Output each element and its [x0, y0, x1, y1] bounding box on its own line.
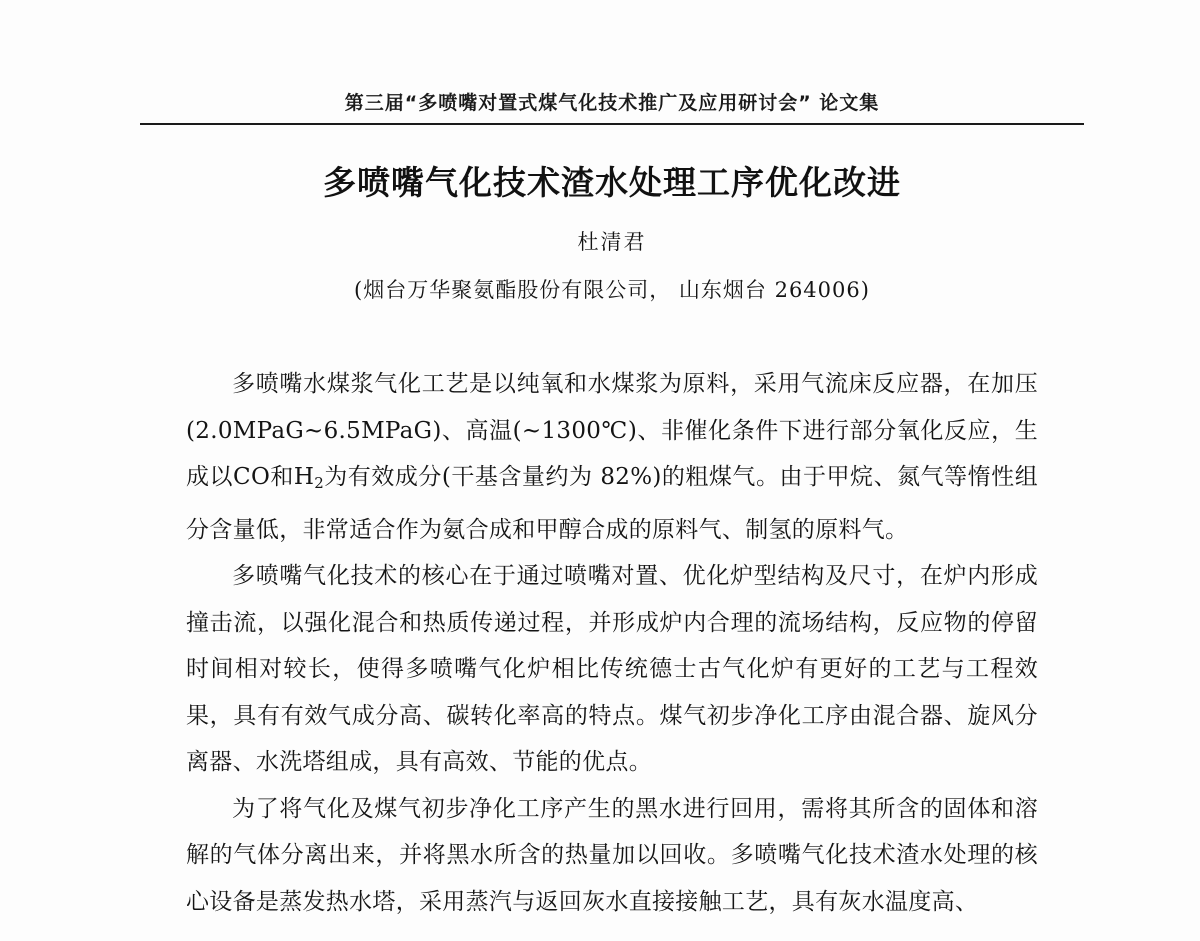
- paragraph-2: 多喷嘴气化技术的核心在于通过喷嘴对置、优化炉型结构及尺寸，在炉内形成撞击流，以强化混合和热质传递过程，并形成炉内合理的流场结构，反应物的停留时间相对较长，使得多喷嘴气化炉相比传统德士古气化炉有更好的工艺与工程效果，具有有效气成分高、碳转化率高的特点。煤气初步净化工序由混合器、旋风分离器、水洗塔组成，具有高效、节能的优点。: [186, 563, 1038, 775]
- article-body: [186, 361, 1038, 925]
- running-header: 第三届“多喷嘴对置式煤气化技术推广及应用研讨会” 论文集: [344, 92, 880, 114]
- subscript-2: 2: [314, 474, 325, 492]
- author-affiliation: (烟台万华聚氨酯股份有限公司， 山东烟台 264006): [354, 278, 870, 302]
- paragraph-3: 为了将气化及煤气初步净化工序产生的黑水进行回用，需将其所含的固体和溶解的气体分离出来，并将黑水所含的热量加以回收。多喷嘴气化技术渣水处理的核心设备是蒸发热水塔，采用蒸汽与返回灰水直接接触工艺，具有灰水温度高、: [186, 795, 1038, 915]
- paragraph-1: [186, 361, 1038, 553]
- paragraph-1-part-a: 多喷嘴水煤浆气化工艺是以纯氧和水煤浆为原料，采用气流床反应器，在加压(2.0MPaG~6.5MPaG)、高温(~1300℃)、非催化条件下进行部分氧化反应，生成以CO和H: [186, 371, 1038, 490]
- paragraph-1-part-b: 为有效成分(干基含量约为 82%)的粗煤气。由于甲烷、氮气等惰性组分含量低，非常适合作为氨合成和甲醇合成的原料气、制氢的原料气。: [186, 464, 1038, 543]
- header-rule: [140, 123, 1084, 125]
- author-name: 杜清君: [577, 230, 647, 254]
- article-title: 多喷嘴气化技术渣水处理工序优化改进: [323, 163, 901, 202]
